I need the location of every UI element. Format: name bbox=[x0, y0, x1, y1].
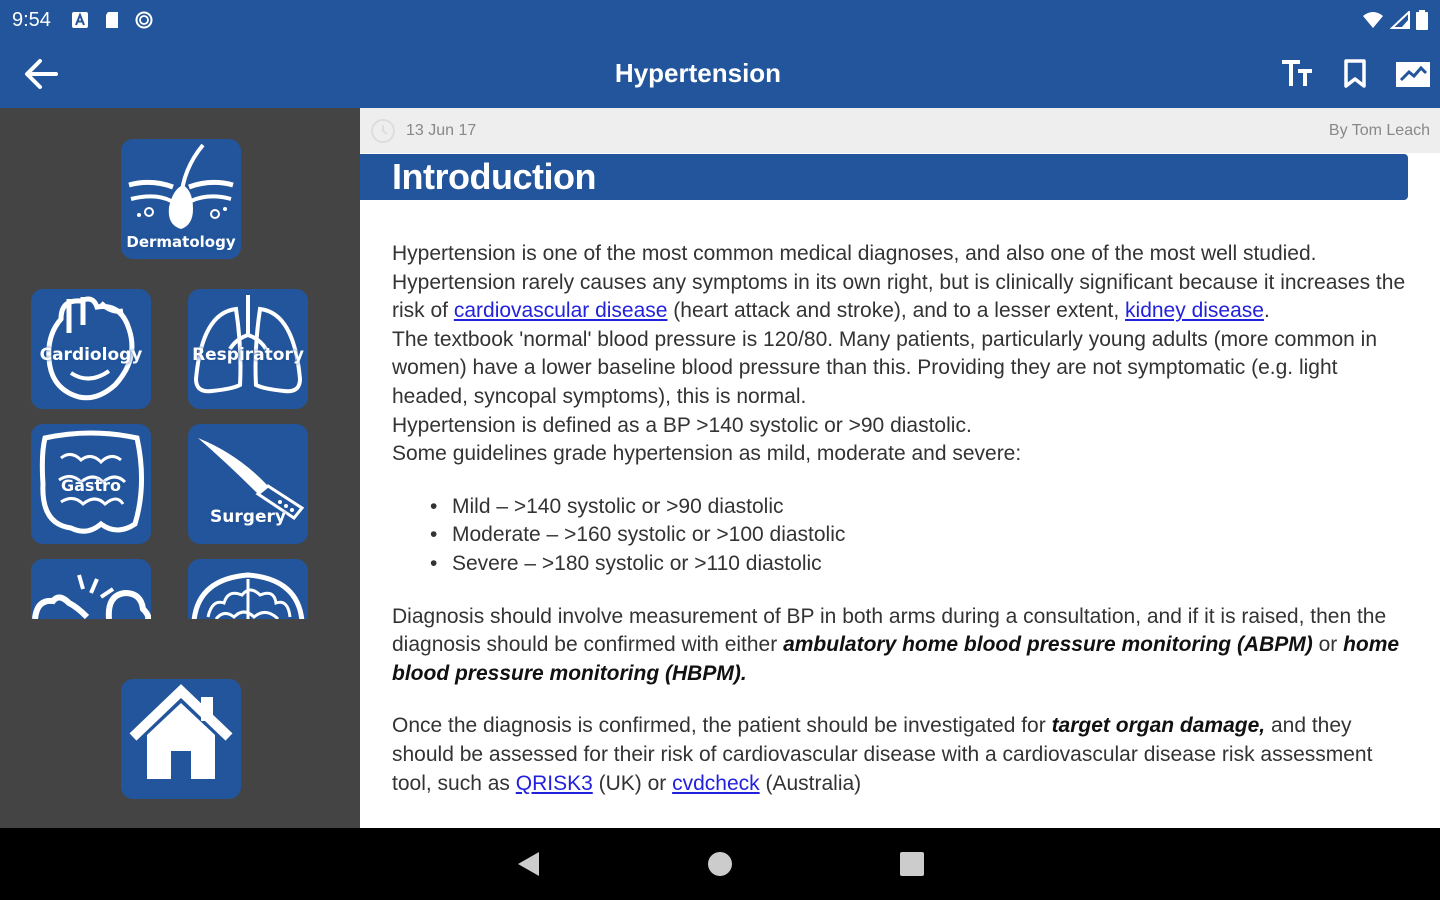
p5-bold-abpm: ambulatory home blood pressure monitoring (ABPM) bbox=[783, 633, 1313, 657]
nav-home-button[interactable] bbox=[704, 848, 736, 880]
link-qrisk3[interactable]: QRISK3 bbox=[515, 771, 593, 795]
paragraph-3: Hypertension is defined as a BP >140 systolic or >90 diastolic. bbox=[392, 413, 972, 437]
home-circle-icon bbox=[707, 851, 733, 877]
notification-a-icon bbox=[71, 11, 89, 29]
joints-icon bbox=[31, 559, 151, 619]
paragraph-6 bbox=[392, 712, 1412, 798]
list-item: • Mild – >140 systolic or >90 diastolic bbox=[420, 493, 1412, 522]
p6-text-d: (Australia) bbox=[759, 771, 862, 795]
paragraph-2: The textbook 'normal' blood pressure is 120/80. Many patients, particularly young adults (more common in women) have a lower baseline blood pressure than this. Providing they are not symptomatic (e.g. light headed, syncopal symptoms), this is normal. bbox=[392, 327, 1378, 408]
list-item: • Moderate – >160 systolic or >100 diastolic bbox=[420, 521, 1412, 550]
grade-list bbox=[420, 493, 1412, 579]
category-sidebar bbox=[0, 108, 360, 828]
article-author: By Tom Leach bbox=[1328, 122, 1430, 139]
tile-joints-body bbox=[31, 559, 151, 619]
paragraph-gap bbox=[392, 688, 1412, 712]
tile-surgery[interactable] bbox=[188, 424, 308, 544]
list-item: • Severe – >180 systolic or >110 diastolic bbox=[420, 550, 1412, 579]
status-bar bbox=[0, 0, 1440, 40]
slideshow-button[interactable] bbox=[1394, 54, 1432, 94]
tile-brain-body bbox=[188, 559, 308, 619]
nav-recents-button[interactable] bbox=[896, 848, 928, 880]
battery-icon bbox=[1416, 10, 1428, 30]
link-cvdcheck[interactable]: cvdcheck bbox=[672, 771, 760, 795]
sync-icon bbox=[135, 11, 153, 29]
tile-gastro[interactable] bbox=[31, 424, 151, 544]
bookmark-icon bbox=[1342, 59, 1368, 89]
p6-text-a: Once the diagnosis is confirmed, the patient should be investigated for bbox=[392, 714, 1052, 738]
recents-square-icon bbox=[899, 851, 925, 877]
home-button[interactable] bbox=[121, 679, 241, 799]
article-body bbox=[392, 240, 1412, 798]
p1-text-c: . bbox=[1263, 299, 1270, 323]
p6-text-b: and they should be assessed for their risk of cardiovascular disease with a cardiovascular disease risk assessment tool, such as bbox=[392, 714, 1373, 795]
tile-brain[interactable] bbox=[188, 559, 308, 619]
bookmark-button[interactable] bbox=[1336, 54, 1374, 94]
p5-text-a: Diagnosis should involve measurement of BP in both arms during a consultation, and if it is raised, then the diagnosis should be confirmed with either bbox=[392, 604, 1387, 657]
paragraph-4: Some guidelines grade hypertension as mild, moderate and severe: bbox=[392, 442, 1022, 466]
text-size-button[interactable] bbox=[1278, 54, 1316, 94]
app-bar bbox=[0, 40, 1440, 108]
back-triangle-icon bbox=[515, 850, 541, 878]
tile-cardiology[interactable] bbox=[31, 289, 151, 409]
article-panel bbox=[360, 108, 1440, 828]
page-title: Hypertension bbox=[614, 58, 782, 88]
clock-icon bbox=[370, 118, 396, 144]
section-heading: Introduction bbox=[392, 156, 596, 197]
system-nav-bar bbox=[0, 828, 1440, 900]
paragraph-1 bbox=[392, 240, 1412, 326]
signal-icon bbox=[1390, 11, 1410, 29]
tile-label-surgery: Surgery bbox=[210, 507, 286, 527]
tile-label-cardiology: Cardiology bbox=[39, 345, 143, 365]
p1-text-a: Hypertension is one of the most common medical diagnoses, and also one of the most well studied. Hypertension rarely causes any symptoms in its own right, but is clinically significant because it increases the risk of bbox=[392, 242, 1406, 323]
text-size-icon bbox=[1280, 59, 1314, 89]
status-time: 9:54 bbox=[12, 8, 51, 31]
section-header bbox=[360, 154, 1408, 200]
tile-dermatology[interactable] bbox=[121, 139, 241, 259]
link-cardiovascular-disease[interactable]: cardiovascular disease bbox=[453, 299, 668, 323]
p6-bold-target-organ: target organ damage, bbox=[1051, 714, 1266, 738]
article-meta-bar bbox=[360, 108, 1440, 153]
tile-joints[interactable] bbox=[31, 559, 151, 619]
status-icons-left bbox=[71, 11, 153, 29]
paragraph-5 bbox=[392, 603, 1412, 689]
tile-respiratory[interactable] bbox=[188, 289, 308, 409]
p6-text-c: (UK) or bbox=[592, 771, 673, 795]
tile-label-dermatology: Dermatology bbox=[126, 233, 236, 251]
p1-text-b: (heart attack and stroke), and to a lesser extent, bbox=[667, 299, 1126, 323]
home-icon bbox=[121, 679, 241, 799]
tile-label-respiratory: Respiratory bbox=[192, 345, 304, 365]
p5-text-b: or bbox=[1312, 633, 1344, 657]
p5-bold-hbpm: home blood pressure monitoring (HBPM). bbox=[392, 633, 1400, 685]
link-kidney-disease[interactable]: kidney disease bbox=[1125, 299, 1264, 323]
nav-back-button[interactable] bbox=[512, 848, 544, 880]
app-bar-actions bbox=[1278, 54, 1432, 94]
brain-icon bbox=[188, 559, 308, 619]
article-date: 13 Jun 17 bbox=[406, 122, 477, 139]
status-icons-right bbox=[1362, 10, 1428, 30]
slideshow-icon bbox=[1395, 60, 1431, 88]
wifi-icon bbox=[1362, 11, 1384, 29]
tile-label-gastro: Gastro bbox=[61, 476, 121, 495]
sd-card-icon bbox=[103, 11, 121, 29]
